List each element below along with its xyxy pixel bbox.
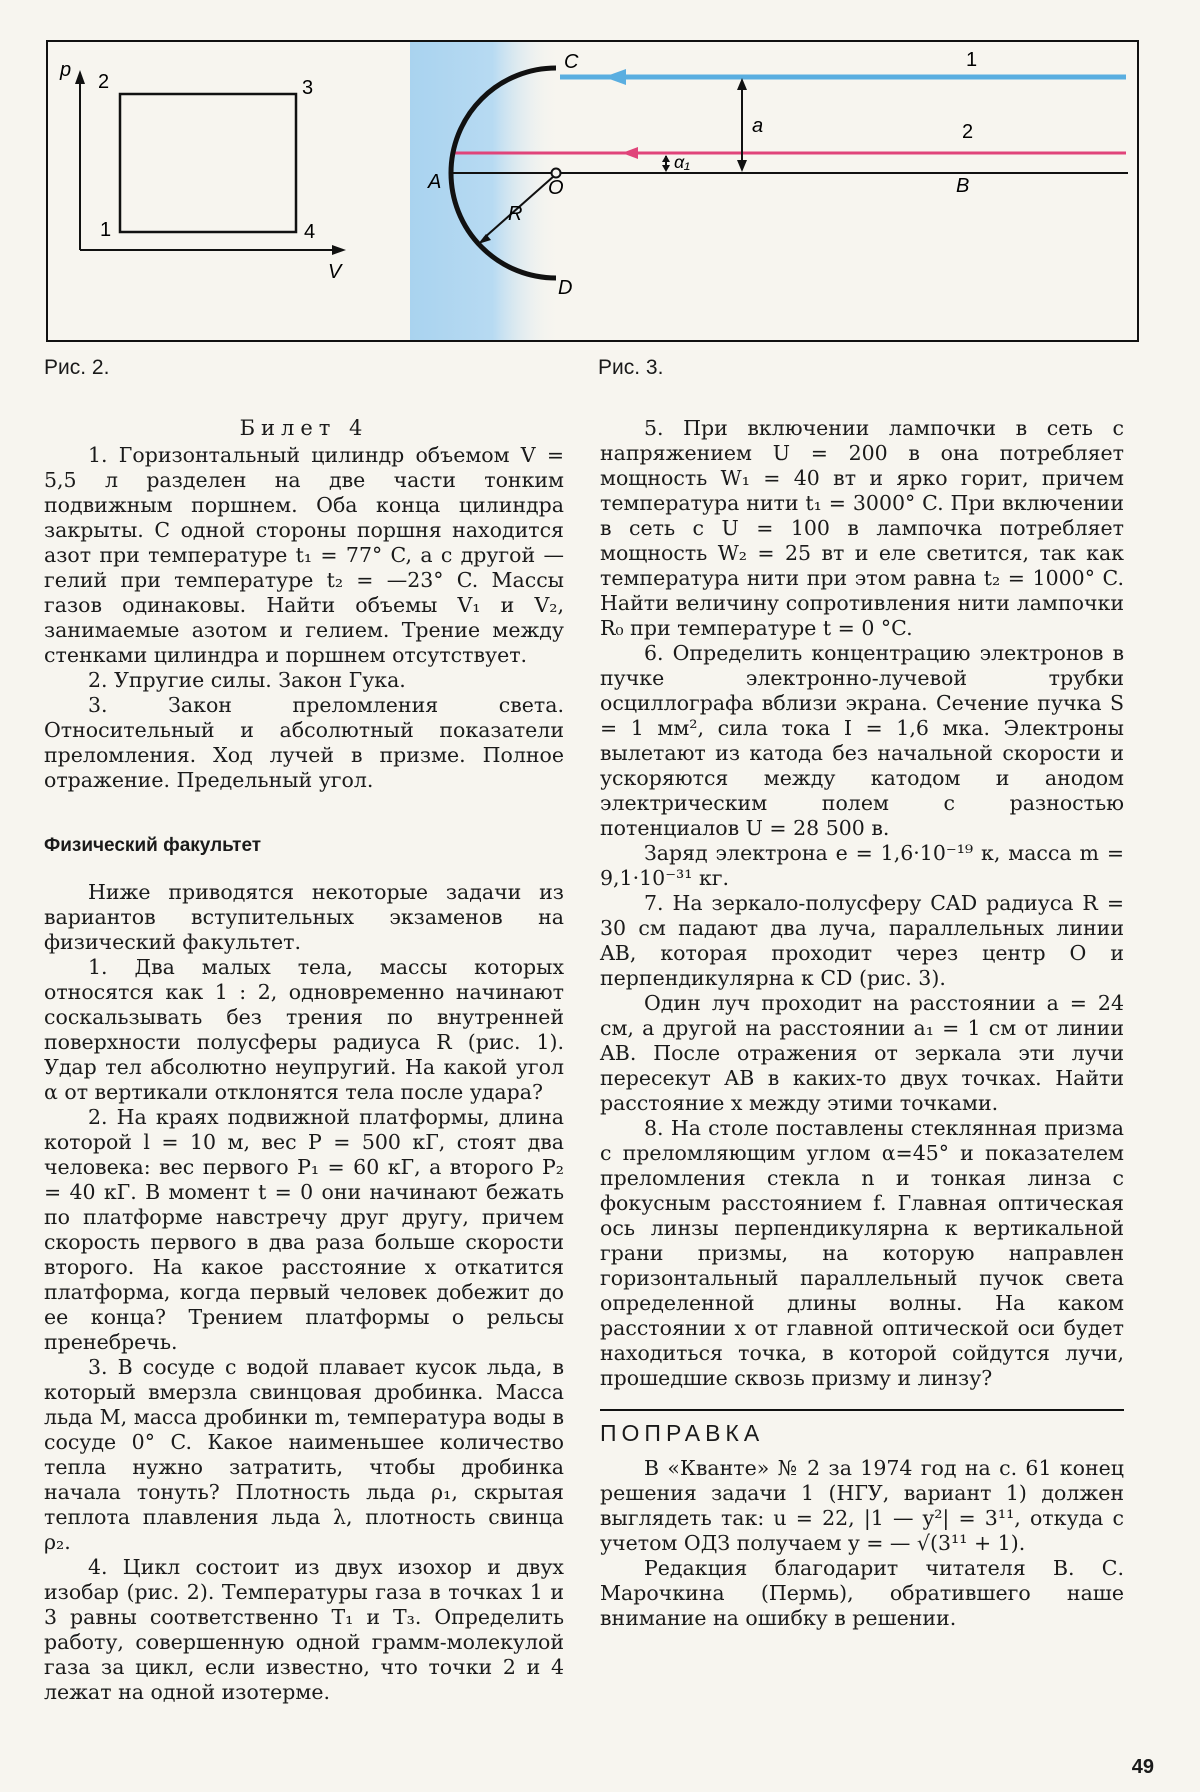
figures-frame — [46, 40, 1139, 342]
label-dim-a: a — [752, 115, 764, 137]
dimension-a1-arrow-bottom — [662, 165, 670, 172]
problem-7: 7. На зеркало-полусферу CAD радиуса R = 30 см падают два луча, параллельных линии AB, которая проходит через центр O и перпендикулярна к CD (рис. 3). — [600, 891, 1124, 990]
label-ray-2: 2 — [962, 121, 974, 143]
label-c: C — [564, 51, 579, 73]
right-column — [600, 416, 1124, 1631]
problem-3: 3. В сосуде с водой плавает кусок льда, в который вмерзла свинцовая дробинка. Масса льда M, масса дробинки m, температура воды в сосуде 0° C. Какое наименьшее количество тепла нужно затратить, чтобы дробинка начала тонуть? Плотность льда ρ₁, скрытая теплота плавления льда λ, плотность свинца ρ₂. — [44, 1355, 564, 1554]
ticket-item: 1. Горизонтальный цилиндр объемом V = 5,5 л разделен на две части тонким подвижным поршнем. Оба конца цилиндра закрыты. С одной стороны поршня находится азот при температуре t₁ = 77° C, а с другой — гелий при температуре t₂ = —23° C. Массы газов одинаковы. Найти объемы V₁ и V₂, занимаемые азотом и гелием. Трение между стенками цилиндра и поршнем отсутствует. — [44, 443, 564, 667]
problem-7-continued: Один луч проходит на расстоянии a = 24 см, а другой на расстоянии a₁ = 1 см от линии AB. После отражения от зеркала эти лучи пересекут AB в каких-то двух точках. Найти расстояние x между этими точками. — [600, 991, 1124, 1115]
v-axis-label: V — [328, 261, 342, 283]
figure-3-caption: Рис. 3. — [598, 356, 664, 379]
section-title: Физический факультет — [44, 835, 262, 856]
label-dim-a1: α₁ — [674, 152, 690, 172]
problem-6-constants: Заряд электрона e = 1,6·10⁻¹⁹ к, масса m = 9,1·10⁻³¹ кг. — [600, 841, 1124, 890]
ticket-title: Билет 4 — [239, 416, 369, 440]
left-column — [44, 416, 564, 1705]
correction-text: В «Кванте» № 2 за 1974 год на с. 61 конец решения задачи 1 (НГУ, вариант 1) должен выглядеть так: u = 22, |1 — y²| = 3¹¹, откуда с учетом ОДЗ получаем y = — √(3¹¹ + 1). — [600, 1456, 1124, 1555]
figure-3-mirror-diagram — [410, 42, 1128, 340]
label-a: A — [428, 171, 442, 193]
label-b: B — [956, 175, 970, 197]
problem-5: 5. При включении лампочки в сеть с напряжением U = 200 в она потребляет мощность W₁ = 40 вт и ярко горит, причем температура нити t₁ = 3000° C. При включении в сеть с U = 100 в лампочка потребляет мощность W₂ = 25 вт и еле светится, так как температура нити при этом равна t₂ = 1000° C. Найти величину сопротивления нити лампочки R₀ при температуре t = 0 °C. — [600, 416, 1124, 640]
correction-title: ПОПРАВКА — [600, 1420, 765, 1446]
p-axis-arrow — [75, 70, 85, 84]
point-2-label: 2 — [98, 71, 110, 93]
label-r: R — [508, 203, 523, 225]
cycle-rectangle — [120, 94, 296, 232]
ticket-item: 3. Закон преломления света. Относительный и абсолютный показатели преломления. Ход лучей в призме. Полное отражение. Предельный угол. — [44, 693, 564, 792]
dimension-a1-arrow-top — [662, 155, 670, 162]
label-ray-1: 1 — [966, 49, 978, 71]
dimension-a-arrow-top — [737, 78, 747, 90]
problem-6: 6. Определить концентрацию электронов в пучке электронно-лучевой трубки осциллографа вблизи экрана. Сечение пучка S = 1 мм², сила тока I = 1,6 мка. Электроны вылетают из катода без начальной скорости и ускоряются между катодом и анодом электрическим полем с разностью потенциалов U = 28 500 в. — [600, 641, 1124, 840]
label-o: O — [548, 177, 564, 199]
page-number: 49 — [1131, 1756, 1154, 1778]
section-intro: Ниже приводятся некоторые задачи из вариантов вступительных экзаменов на физический факультет. — [44, 880, 564, 954]
point-4-label: 4 — [304, 221, 316, 243]
figure-2-pv-diagram — [59, 59, 346, 283]
figure-2-caption: Рис. 2. — [44, 356, 110, 379]
problem-2: 2. На краях подвижной платформы, длина которой l = 10 м, вес P = 500 кГ, стоят два человека: вес первого P₁ = 60 кГ, а второго P₂ = 40 кГ. В момент t = 0 они начинают бежать по платформе навстречу друг другу, причем скорость первого в два раза больше скорости второго. На какое расстояние x откатится платформа, когда первый человек добежит до ее конца? Трением платформы о рельсы пренебречь. — [44, 1105, 564, 1354]
ticket-item: 2. Упругие силы. Закон Гука. — [88, 668, 406, 692]
problem-4: 4. Цикл состоит из двух изохор и двух изобар (рис. 2). Температуры газа в точках 1 и 3 равны соответственно T₁ и T₃. Определить работу, совершенную одной грамм-молекулой газа за цикл, если известно, что точки 2 и 4 лежат на одной изотерме. — [44, 1555, 564, 1704]
v-axis-arrow — [332, 245, 346, 255]
p-axis-label: p — [60, 59, 72, 81]
problem-8: 8. На столе поставлены стеклянная призма с преломляющим углом α=45° и показателем преломления стекла n и тонкая линза с фокусным расстоянием f. Главная оптическая ось линзы перпендикулярна к вертикальной грани призмы, на которую направлен горизонтальный параллельный пучок света определенной длины волны. На каком расстоянии x от главной оптической оси будет находиться точка, в которой сойдутся лучи, прошедшие сквозь призму и линзу? — [600, 1116, 1124, 1390]
thanks-text: Редакция благодарит читателя В. С. Марочкина (Пермь), обратившего наше внимание на ошибку в решении. — [600, 1556, 1124, 1630]
problem-1: 1. Два малых тела, массы которых относятся как 1 : 2, одновременно начинают соскальзывать без трения по внутренней поверхности полусферы радиуса R (рис. 1). Удар тел абсолютно неупругий. На какой угол α от вертикали отклонятся тела после удара? — [44, 955, 564, 1104]
figures-svg — [48, 42, 1137, 340]
point-1-label: 1 — [100, 219, 112, 241]
dimension-a-arrow-bottom — [737, 160, 747, 172]
divider — [600, 1409, 1124, 1411]
point-3-label: 3 — [302, 77, 314, 99]
ray-2-arrow — [622, 147, 638, 159]
label-d: D — [558, 277, 573, 299]
ray-1-arrow — [604, 69, 626, 85]
